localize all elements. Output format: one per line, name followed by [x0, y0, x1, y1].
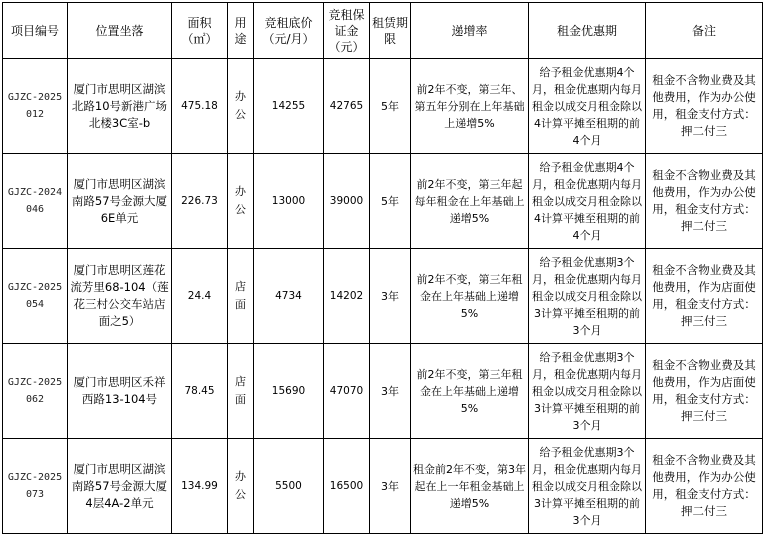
- cell-deposit: 39000: [324, 154, 370, 249]
- header-row: [3, 3, 763, 59]
- cell-code: GJZC-2025012: [3, 59, 68, 154]
- cell-use: [228, 249, 254, 344]
- cell-base-rent: 4734: [254, 249, 324, 344]
- cell-increase: 前2年不变，第三年、第五年分别在上年基础上递增5%: [411, 59, 529, 154]
- cell-base-rent: 14255: [254, 59, 324, 154]
- header-term: 租赁期限: [370, 3, 411, 59]
- table-row: [3, 439, 763, 534]
- cell-deposit: 42765: [324, 59, 370, 154]
- use-text: 店面: [235, 280, 246, 311]
- table-row: [3, 154, 763, 249]
- cell-use: [228, 344, 254, 439]
- header-location: 位置坐落: [68, 3, 172, 59]
- cell-remarks: 租金不含物业费及其他费用，作为办公使用，租金支付方式：押二付三: [646, 59, 763, 154]
- cell-free-period: 给予租金优惠期3个月，租金优惠期内每月租金以成交月租金除以3计算平摊至租期的前3个月: [529, 249, 646, 344]
- cell-code: GJZC-2024046: [3, 154, 68, 249]
- cell-free-period: 给予租金优惠期4个月，租金优惠期内每月租金以成交月租金除以4计算平摊至租期的前4个月: [529, 59, 646, 154]
- cell-location: 厦门市思明区湖滨南路57号金源大厦6E单元: [68, 154, 172, 249]
- use-text: 办公: [235, 185, 246, 216]
- cell-increase: 租金前2年不变，第3年起在上一年租金基础上递增5%: [411, 439, 529, 534]
- cell-location: 厦门市思明区湖滨南路57号金源大厦4层4A-2单元: [68, 439, 172, 534]
- cell-location: 厦门市思明区湖滨北路10号新港广场北楼3C室-b: [68, 59, 172, 154]
- cell-base-rent: 5500: [254, 439, 324, 534]
- header-use: 用途: [228, 3, 254, 59]
- cell-remarks: 租金不含物业费及其他费用，作为店面使用，租金支付方式：押三付三: [646, 344, 763, 439]
- use-text: 办公: [235, 470, 246, 501]
- cell-area: 134.99: [172, 439, 228, 534]
- cell-increase: 前2年不变，第三年租金在上年基础上递增5%: [411, 344, 529, 439]
- cell-remarks: 租金不含物业费及其他费用，作为店面使用，租金支付方式：押三付三: [646, 249, 763, 344]
- cell-base-rent: 15690: [254, 344, 324, 439]
- cell-location: 厦门市思明区莲花流芳里68-104（莲花三村公交车站店面之5）: [68, 249, 172, 344]
- cell-deposit: 14202: [324, 249, 370, 344]
- table-row: [3, 344, 763, 439]
- cell-area: 226.73: [172, 154, 228, 249]
- cell-area: 475.18: [172, 59, 228, 154]
- cell-use: [228, 439, 254, 534]
- cell-area: 78.45: [172, 344, 228, 439]
- cell-free-period: 给予租金优惠期3个月，租金优惠期内每月租金以成交月租金除以3计算平摊至租期的前3个月: [529, 344, 646, 439]
- cell-remarks: 租金不含物业费及其他费用，作为办公使用，租金支付方式：押二付三: [646, 439, 763, 534]
- cell-use: [228, 154, 254, 249]
- table-row: [3, 59, 763, 154]
- use-text: 店面: [235, 375, 246, 406]
- header-code: 项目编号: [3, 3, 68, 59]
- header-area: 面积（㎡）: [172, 3, 228, 59]
- header-free-period: 租金优惠期: [529, 3, 646, 59]
- cell-increase: 前2年不变，第三年租金在上年基础上递增5%: [411, 249, 529, 344]
- table-body: [3, 59, 763, 534]
- cell-deposit: 16500: [324, 439, 370, 534]
- cell-area: 24.4: [172, 249, 228, 344]
- cell-term: 3年: [370, 344, 411, 439]
- header-increase: 递增率: [411, 3, 529, 59]
- header-base-rent: 竞租底价（元/月）: [254, 3, 324, 59]
- cell-use: [228, 59, 254, 154]
- cell-term: 5年: [370, 59, 411, 154]
- use-text: 办公: [235, 90, 246, 121]
- table-row: [3, 249, 763, 344]
- cell-remarks: 租金不含物业费及其他费用，作为办公使用，租金支付方式：押二付三: [646, 154, 763, 249]
- cell-free-period: 给予租金优惠期4个月，租金优惠期内每月租金以成交月租金除以4计算平摊至租期的前4个月: [529, 154, 646, 249]
- cell-code: GJZC-2025062: [3, 344, 68, 439]
- header-remarks: 备注: [646, 3, 763, 59]
- lease-table: [2, 2, 763, 534]
- cell-base-rent: 13000: [254, 154, 324, 249]
- cell-term: 3年: [370, 249, 411, 344]
- cell-term: 5年: [370, 154, 411, 249]
- cell-deposit: 47070: [324, 344, 370, 439]
- cell-location: 厦门市思明区禾祥西路13-104号: [68, 344, 172, 439]
- table-header: [3, 3, 763, 59]
- cell-term: 3年: [370, 439, 411, 534]
- header-deposit: 竞租保证金（元）: [324, 3, 370, 59]
- cell-code: GJZC-2025054: [3, 249, 68, 344]
- cell-code: GJZC-2025073: [3, 439, 68, 534]
- cell-increase: 前2年不变，第三年起每年租金在上年基础上递增5%: [411, 154, 529, 249]
- cell-free-period: 给予租金优惠期3个月，租金优惠期内每月租金以成交月租金除以3计算平摊至租期的前3个月: [529, 439, 646, 534]
